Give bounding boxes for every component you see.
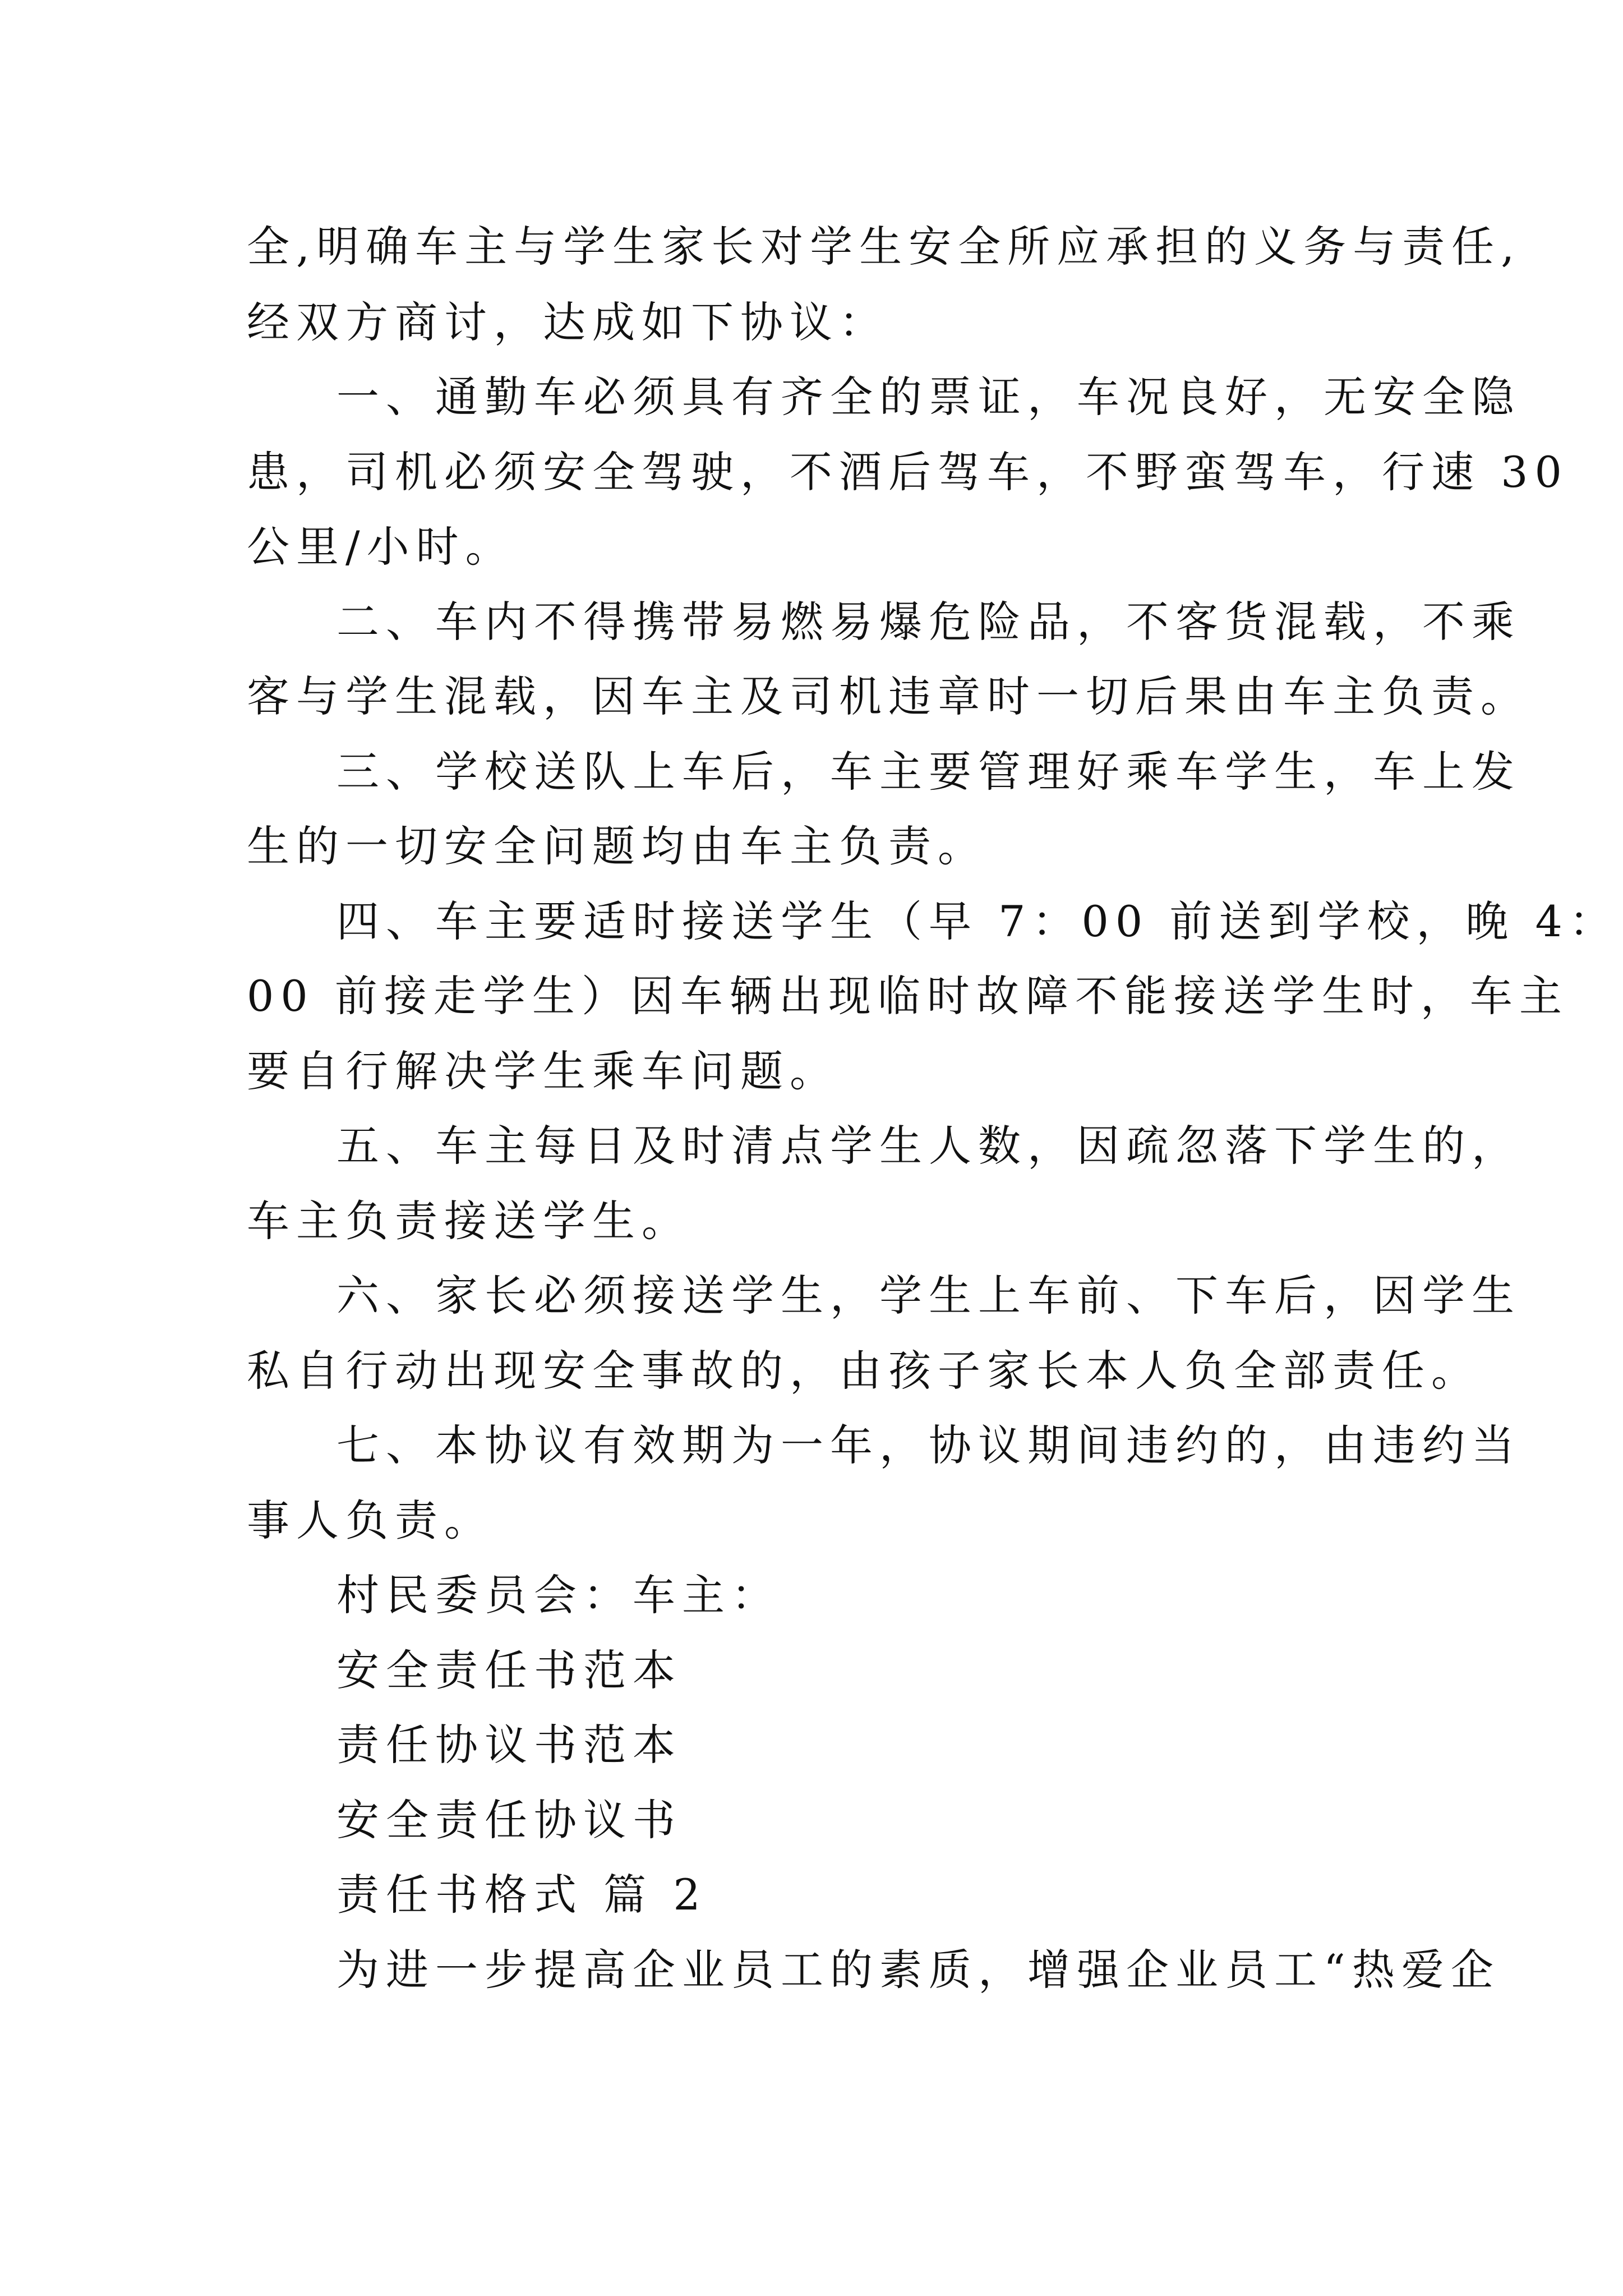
text-line: 车主负责接送学生。	[247, 1196, 691, 1246]
text-line: 村民委员会：车主：	[336, 1570, 781, 1620]
text-line: 客与学生混载，因车主及司机违章时一切后果由车主负责。	[247, 671, 1530, 721]
text-line: 七、本协议有效期为一年，协议期间违约的，由违约当	[336, 1420, 1521, 1470]
text-line: 安全责任书范本	[336, 1645, 682, 1695]
text-line: 事人负责。	[247, 1496, 494, 1545]
text-line: 生的一切安全问题均由车主负责。	[247, 821, 987, 871]
text-line: 六、家长必须接送学生，学生上车前、下车后，因学生	[336, 1271, 1521, 1320]
text-line: 要自行解决学生乘车问题。	[247, 1046, 839, 1096]
text-line: 一、通勤车必须具有齐全的票证，车况良好，无安全隐	[336, 372, 1521, 422]
text-line: 全,明确车主与学生家长对学生安全所应承担的义务与责任,	[247, 222, 1521, 272]
text-line: 五、车主每日及时清点学生人数，因疏忽落下学生的，	[336, 1121, 1521, 1171]
text-line: 责任协议书范本	[336, 1720, 682, 1770]
text-line: 公里/小时。	[247, 522, 515, 572]
text-line: 三、学校送队上车后，车主要管理好乘车学生，车上发	[336, 747, 1521, 797]
text-line: 患，司机必须安全驾驶，不酒后驾车，不野蛮驾车，行速 30	[247, 447, 1569, 497]
text-line: 私自行动出现安全事故的，由孩子家长本人负全部责任。	[247, 1346, 1481, 1396]
text-line: 责任书格式 篇 2	[336, 1870, 707, 1920]
text-line: 00 前接走学生）因车辆出现临时故障不能接送学生时，车主	[247, 971, 1569, 1021]
text-line: 经双方商讨，达成如下协议：	[247, 297, 888, 347]
text-line: 为进一步提高企业员工的素质，增强企业员工“热爱企	[336, 1945, 1500, 1995]
text-line: 二、车内不得携带易燃易爆危险品，不客货混载，不乘	[336, 597, 1521, 647]
text-line: 安全责任协议书	[336, 1795, 682, 1845]
text-line: 四、车主要适时接送学生（早 7：00 前送到学校，晚 4：	[336, 896, 1619, 946]
